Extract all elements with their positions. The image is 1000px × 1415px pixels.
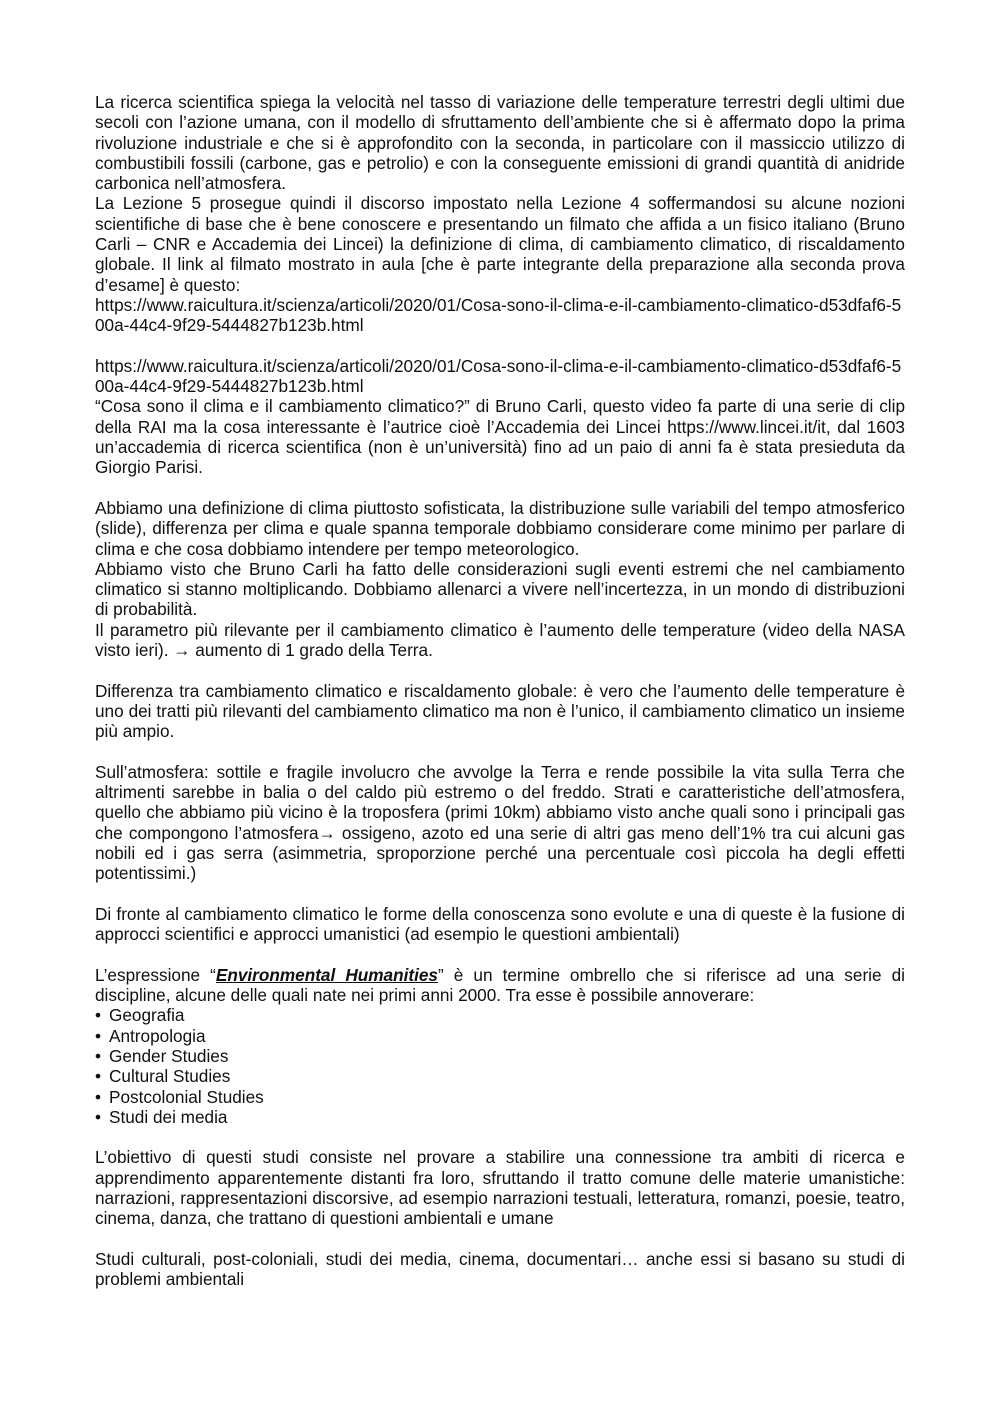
- eh-text-after: ” è un termine ombrello che si riferisce ad una serie di discipline, alcune delle quali nate nei primi anni 2000. Tra esse è possibile annoverare:: [95, 964, 905, 1006]
- intro-paragraph: La ricerca scientifica spiega la velocità nel tasso di variazione delle temperature terrestri degli ultimi due secoli con l’azione umana, con il modello di sfruttamento dell’ambiente che si è affermato dopo la prima rivoluzione industriale e che si è approfondito con la seconda, in particolare con il massiccio utilizzo di combustibili fossili (carbone, gas e petrolio) e con la conseguente emissioni di grandi quantità di anidride carbonica nell’atmosfera.: [95, 92, 905, 194]
- list-item: • Antropologia: [95, 1026, 905, 1046]
- atmosphere-paragraph: Sull’atmosfera: sottile e fragile involucro che avvolge la Terra e rende possibile la vita sulla Terra che altrimenti sarebbe in balia o del caldo più estremo o del freddo. Strati e caratteristiche dell’atmosfera, quello che abbiamo più vicino è la troposfera (primi 10km) abbiamo visto anche quali sono i principali gas che compongono l’atmosfera→ ossigeno, azoto ed una serie di altri gas meno dell’1% tra cui alcuni gas nobili ed i gas serra (asimmetria, sproporzione perché una percentuale così piccola ha degli effetti potentissimi.): [95, 761, 905, 884]
- extreme-events-paragraph: Abbiamo visto che Bruno Carli ha fatto delle considerazioni sugli eventi estremi che nel cambiamento climatico si stanno moltiplicando. Dobbiamo allenarci a vivere nell’incertezza, in un mondo di distribuzioni di probabilità.: [95, 558, 905, 620]
- list-item: • Studi dei media: [95, 1107, 905, 1127]
- environmental-humanities-paragraph: [95, 965, 905, 1006]
- eh-text-before: L’espressione “: [95, 964, 216, 985]
- environmental-humanities-term: Environmental Humanities: [215, 964, 438, 985]
- climate-definition-paragraph: Abbiamo una definizione di clima piuttosto sofisticata, la distribuzione sulle variabili del tempo atmosferico (slide), differenza per clima e quale spanna temporale dobbiamo considerare come minimo per parlare di clima e che cosa dobbiamo intendere per tempo meteorologico.: [95, 497, 905, 559]
- disciplines-list: [95, 1005, 905, 1127]
- temperature-paragraph: Il parametro più rilevante per il cambiamento climatico è l’aumento delle temperature (video della NASA visto ieri). → aumento di 1 grado della Terra.: [95, 619, 905, 661]
- lesson-paragraph: La Lezione 5 prosegue quindi il discorso impostato nella Lezione 4 soffermandosi su alcune nozioni scientifiche di base che è bene conoscere e presentando un filmato che affida a un fisico italiano (Bruno Carli – CNR e Accademia dei Lincei) la definizione di clima, di cambiamento climatico, di riscaldamento globale. Il link al filmato mostrato in aula [che è parte integrante della preparazione alla seconda prova d’esame] è questo:: [95, 193, 905, 295]
- document-page: [95, 92, 905, 1290]
- objective-paragraph: L’obiettivo di questi studi consiste nel provare a stabilire una connessione tra ambiti di ricerca e apprendimento apparentemente distanti fra loro, sfruttando il tratto comune delle materie umanistiche: narrazioni, rappresentazioni discorsive, ad esempio narrazioni testuali, letteratura, romanzi, poesie, teatro, cinema, danza, che trattano di questioni ambientali e umane: [95, 1147, 905, 1229]
- difference-paragraph: Differenza tra cambiamento climatico e riscaldamento globale: è vero che l’aumento delle temperature è uno dei tratti più rilevanti del cambiamento climatico ma non è l’unico, il cambiamento climatico un insieme più ampio.: [95, 680, 905, 742]
- video-description: “Cosa sono il clima e il cambiamento climatico?” di Bruno Carli, questo video fa parte di una serie di clip della RAI ma la cosa interessante è l’autrice cioè l’Accademia dei Lincei https://www.lincei.it/it, dal 1603 un’accademia di ricerca scientifica (non è un’università) fino ad un paio di anni fa è stata presieduta da Giorgio Parisi.: [95, 396, 905, 478]
- list-item: • Geografia: [95, 1005, 905, 1025]
- list-item: • Cultural Studies: [95, 1066, 905, 1086]
- cultural-studies-paragraph: Studi culturali, post-coloniali, studi dei media, cinema, documentari… anche essi si basano su studi di problemi ambientali: [95, 1248, 905, 1290]
- video-link-1[interactable]: https://www.raicultura.it/scienza/articoli/2020/01/Cosa-sono-il-clima-e-il-cambiamento-climatico-d53dfaf6-500a-44c4-9f29-5444827b123b.html: [95, 294, 902, 336]
- list-item: • Gender Studies: [95, 1046, 905, 1066]
- list-item: • Postcolonial Studies: [95, 1087, 905, 1107]
- knowledge-paragraph: Di fronte al cambiamento climatico le forme della conoscenza sono evolute e una di queste è la fusione di approcci scientifici e approcci umanistici (ad esempio le questioni ambientali): [95, 903, 905, 945]
- video-link-2[interactable]: https://www.raicultura.it/scienza/articoli/2020/01/Cosa-sono-il-clima-e-il-cambiamento-climatico-d53dfaf6-500a-44c4-9f29-5444827b123b.html: [95, 355, 902, 397]
